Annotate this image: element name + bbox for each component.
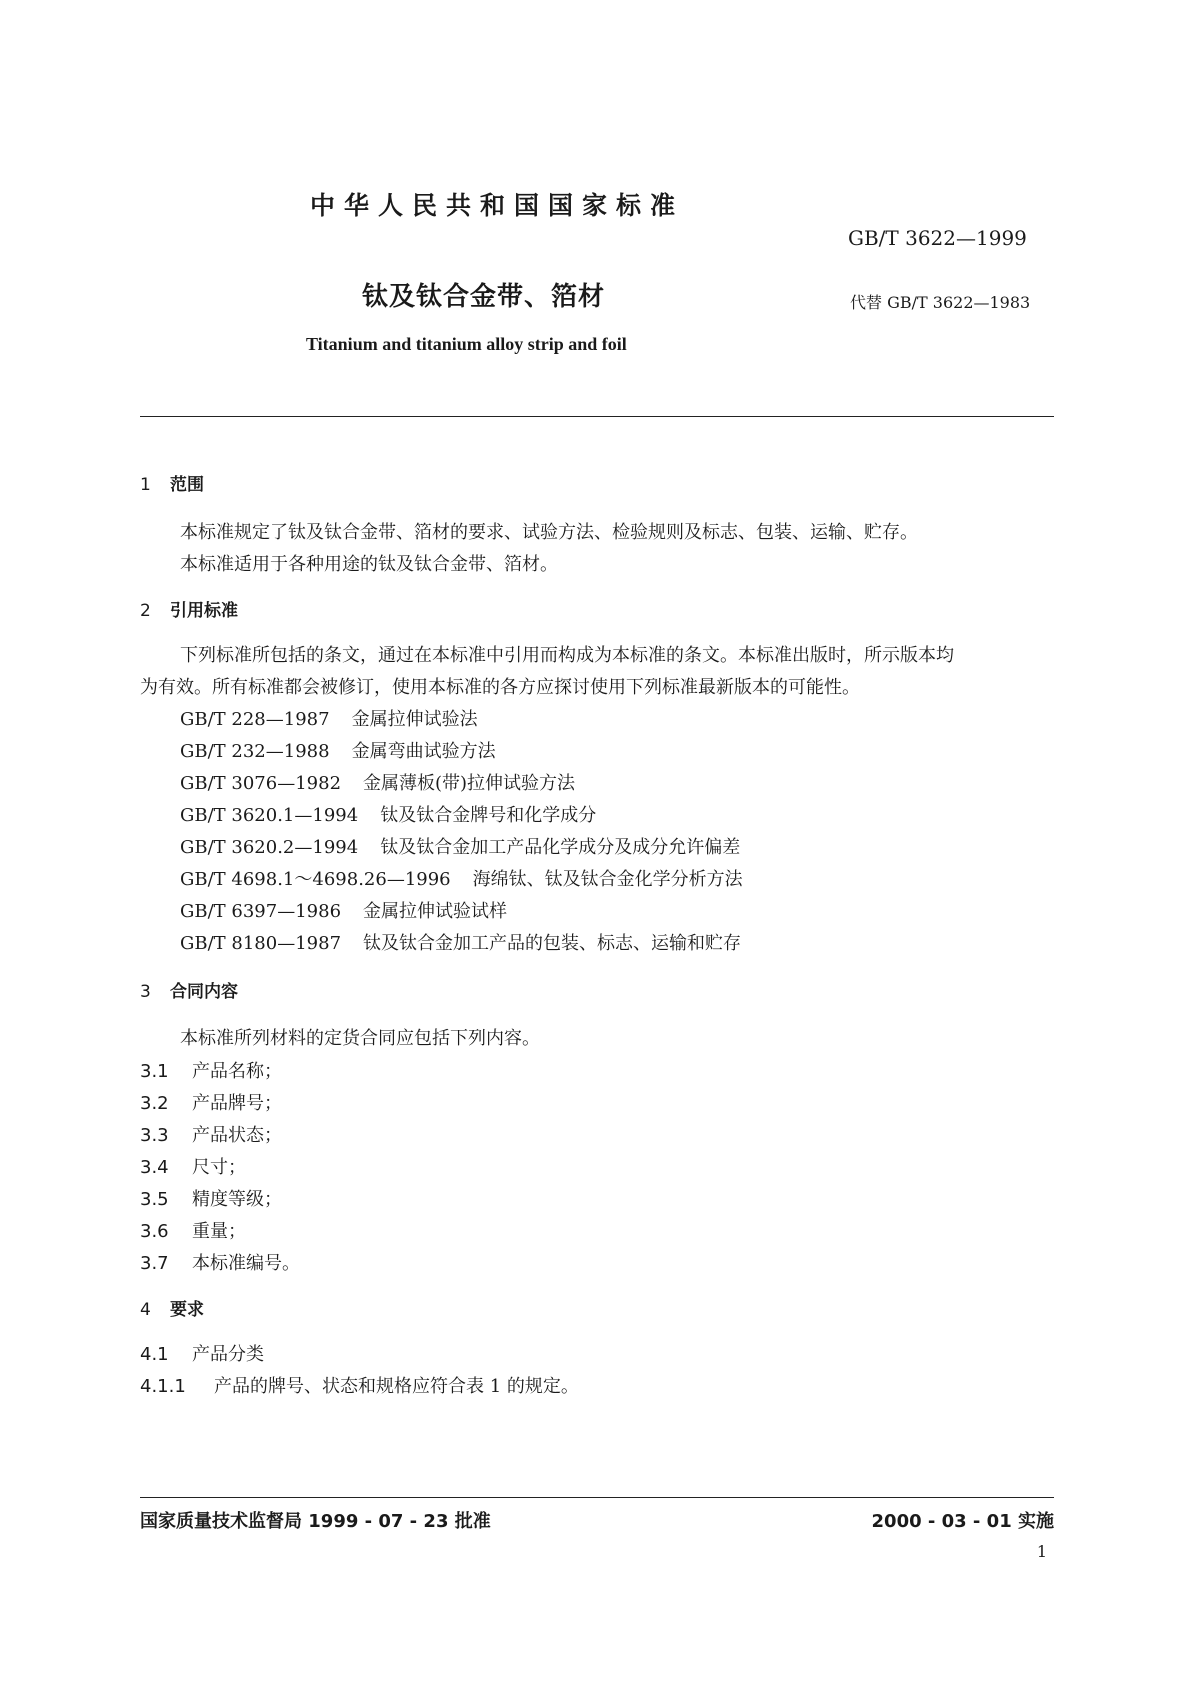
- section-title: 范围: [170, 475, 204, 495]
- list-item: [140, 1340, 264, 1366]
- list-item: [140, 1057, 282, 1083]
- header-divider: [140, 416, 1054, 417]
- item-number: 3.2: [140, 1093, 169, 1114]
- reference-item: [180, 897, 507, 923]
- reference-item: [180, 769, 575, 795]
- reference-code: GB/T 232—1988: [180, 741, 330, 762]
- reference-item: [180, 865, 743, 891]
- item-text: 产品牌号；: [192, 1093, 282, 1114]
- reference-title: 金属拉伸试验法: [351, 709, 478, 730]
- reference-code: GB/T 3620.2—1994: [180, 837, 359, 858]
- paragraph: 为有效。所有标准都会被修订，使用本标准的各方应探讨使用下列标准最新版本的可能性。: [140, 677, 860, 698]
- item-number: 3.7: [140, 1253, 169, 1274]
- item-number: 4.1: [140, 1344, 169, 1365]
- item-text: 产品分类: [192, 1344, 264, 1365]
- reference-code: GB/T 228—1987: [180, 709, 330, 730]
- section-title: 要求: [170, 1300, 204, 1320]
- item-text: 重量；: [192, 1221, 246, 1242]
- reference-code: GB/T 8180—1987: [180, 933, 342, 954]
- page-number: 1: [1036, 1542, 1047, 1561]
- item-text: 产品的牌号、状态和规格应符合表 1 的规定。: [214, 1376, 579, 1397]
- reference-title: 钛及钛合金加工产品的包装、标志、运输和贮存: [363, 933, 742, 954]
- reference-title: 金属薄板(带)拉伸试验方法: [363, 773, 576, 794]
- national-standard-label: 中华人民共和国国家标准: [310, 191, 685, 220]
- reference-item: [180, 833, 740, 859]
- reference-title: 海绵钛、钛及钛合金化学分析方法: [472, 869, 743, 890]
- item-text: 本标准编号。: [192, 1253, 300, 1274]
- list-item: [140, 1185, 282, 1211]
- section-1-heading: [140, 470, 204, 495]
- reference-item: [180, 929, 741, 955]
- section-title: 合同内容: [170, 982, 238, 1002]
- replaces-standard: 代替 GB/T 3622—1983: [850, 293, 1031, 312]
- reference-title: 钛及钛合金加工产品化学成分及成分允许偏差: [380, 837, 741, 858]
- list-item: [140, 1217, 246, 1243]
- implementation-date: 2000 - 03 - 01 实施: [871, 1511, 1054, 1532]
- section-3-heading: [140, 977, 238, 1002]
- item-text: 精度等级；: [192, 1189, 282, 1210]
- paragraph: 本标准所列材料的定货合同应包括下列内容。: [180, 1028, 540, 1049]
- paragraph: 本标准适用于各种用途的钛及钛合金带、箔材。: [180, 554, 558, 575]
- approval-date: 国家质量技术监督局 1999 - 07 - 23 批准: [140, 1511, 491, 1532]
- item-text: 产品名称；: [192, 1061, 282, 1082]
- reference-code: GB/T 3620.1—1994: [180, 805, 359, 826]
- reference-title: 钛及钛合金牌号和化学成分: [380, 805, 597, 826]
- item-number: 4.1.1: [140, 1376, 186, 1397]
- title-chinese: 钛及钛合金带、箔材: [362, 282, 606, 312]
- section-number: 1: [140, 475, 151, 495]
- section-number: 3: [140, 982, 151, 1002]
- item-number: 3.6: [140, 1221, 169, 1242]
- item-number: 3.1: [140, 1061, 169, 1082]
- reference-code: GB/T 3076—1982: [180, 773, 342, 794]
- item-text: 产品状态；: [192, 1125, 282, 1146]
- reference-item: [180, 737, 496, 763]
- reference-item: [180, 705, 478, 731]
- item-number: 3.5: [140, 1189, 169, 1210]
- reference-title: 金属弯曲试验方法: [351, 741, 496, 762]
- reference-item: [180, 801, 596, 827]
- reference-code: GB/T 6397—1986: [180, 901, 342, 922]
- section-2-heading: [140, 596, 238, 621]
- standard-number: GB/T 3622—1999: [848, 226, 1027, 250]
- list-item: [140, 1153, 246, 1179]
- section-number: 4: [140, 1300, 151, 1320]
- section-title: 引用标准: [170, 601, 238, 621]
- reference-title: 金属拉伸试验试样: [363, 901, 508, 922]
- section-4-heading: [140, 1295, 204, 1320]
- list-item: [140, 1121, 282, 1147]
- paragraph: 下列标准所包括的条文，通过在本标准中引用而构成为本标准的条文。本标准出版时，所示版本均: [180, 645, 954, 666]
- section-number: 2: [140, 601, 151, 621]
- footer-divider: [140, 1497, 1054, 1498]
- reference-code: GB/T 4698.1～4698.26—1996: [180, 869, 451, 890]
- paragraph: 本标准规定了钛及钛合金带、箔材的要求、试验方法、检验规则及标志、包装、运输、贮存。: [180, 522, 918, 543]
- item-text: 尺寸；: [192, 1157, 246, 1178]
- list-item: [140, 1089, 282, 1115]
- list-item: [140, 1249, 300, 1275]
- item-number: 3.4: [140, 1157, 169, 1178]
- item-number: 3.3: [140, 1125, 169, 1146]
- title-english: Titanium and titanium alloy strip and foil: [306, 334, 627, 354]
- list-item: [140, 1372, 579, 1398]
